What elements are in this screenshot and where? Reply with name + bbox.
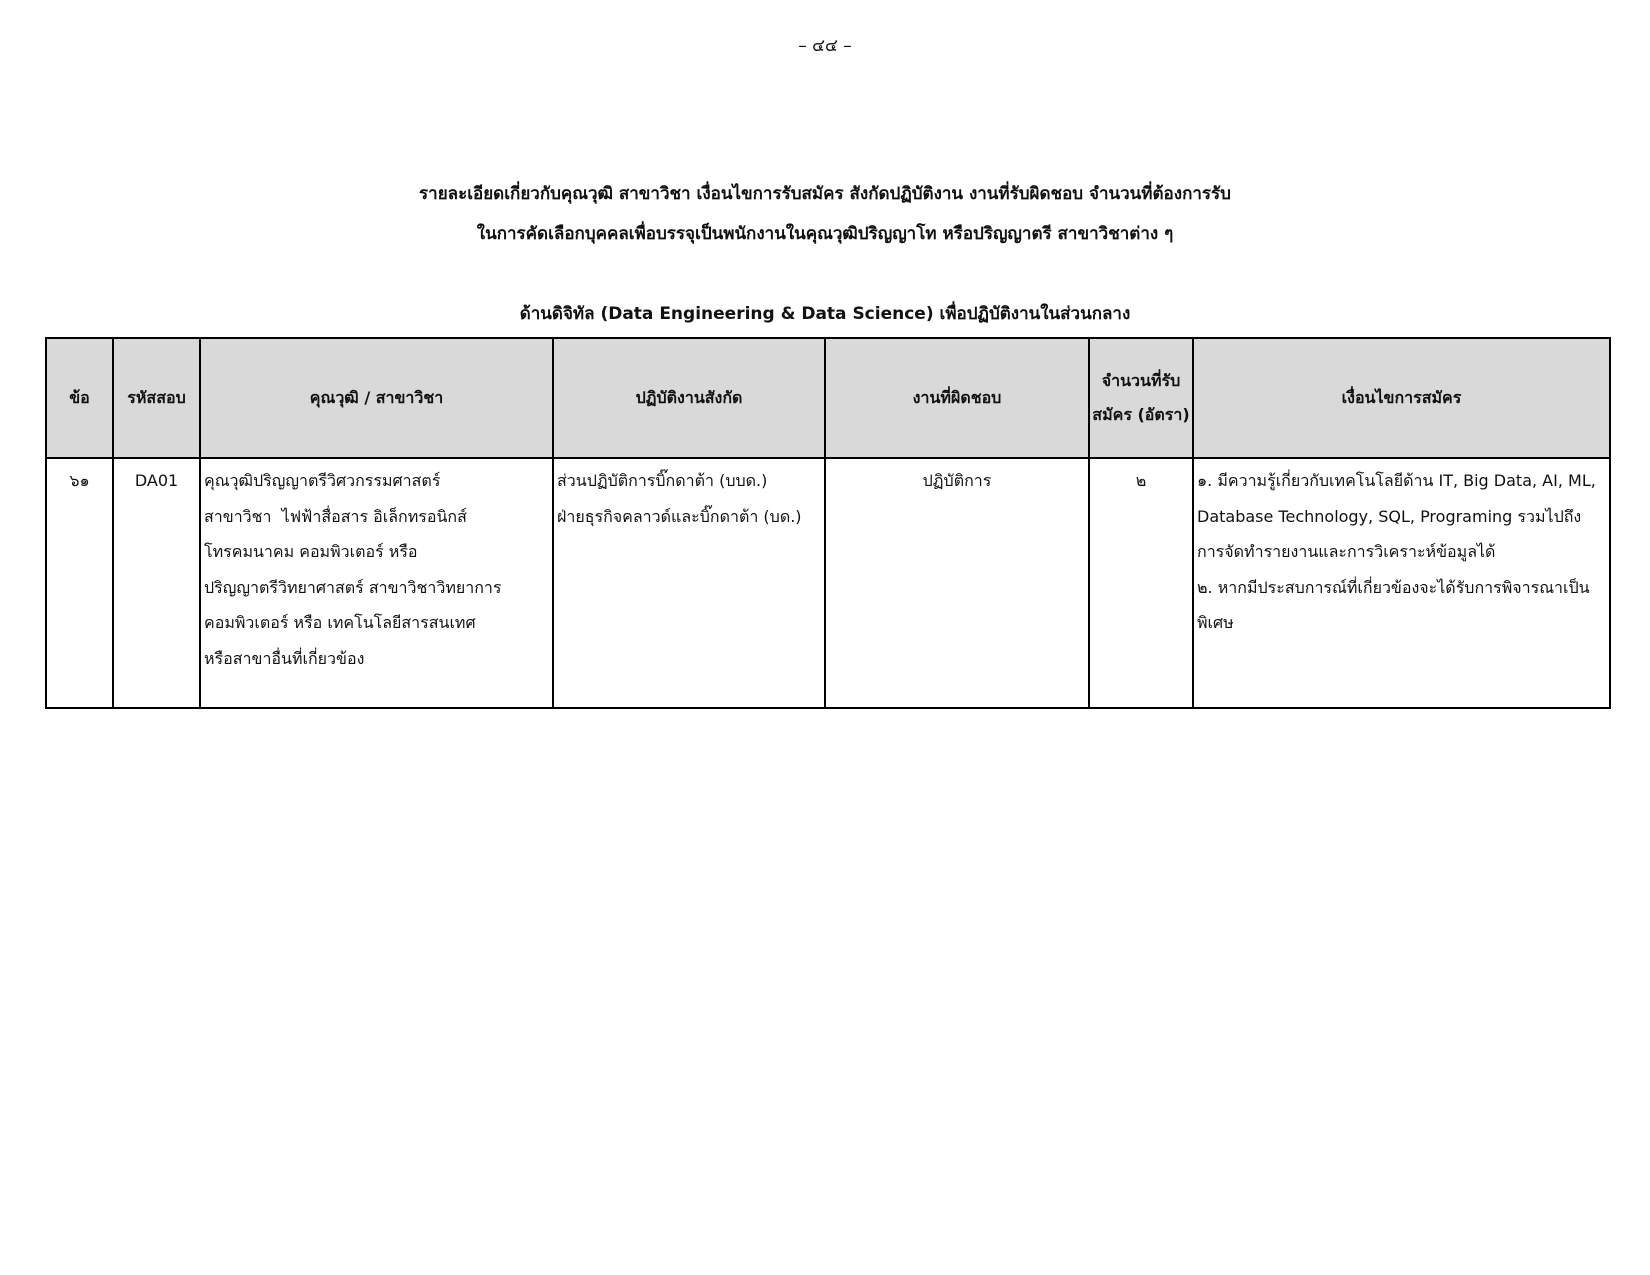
header-code: รหัสสอบ bbox=[113, 338, 200, 458]
cell-no: ๖๑ bbox=[46, 458, 113, 708]
qualification-line: โทรคมนาคม คอมพิวเตอร์ หรือ bbox=[204, 542, 418, 561]
qualification-line: หรือสาขาอื่นที่เกี่ยวข้อง bbox=[204, 648, 365, 668]
document-title-line-1: รายละเอียดเกี่ยวกับคุณวุฒิ สาขาวิชา เงื่อนไขการรับสมัคร สังกัดปฏิบัติงาน งานที่รับผิดชอบ จำนวนที่ต้องการรับ bbox=[419, 184, 1231, 204]
table-row bbox=[46, 458, 1610, 708]
qualification-line: สาขาวิชา ไฟฟ้าสื่อสาร อิเล็กทรอนิกส์ bbox=[204, 506, 467, 526]
header-affiliation: ปฏิบัติงานสังกัด bbox=[553, 338, 825, 458]
header-qualification: คุณวุฒิ / สาขาวิชา bbox=[200, 338, 553, 458]
table-header-row bbox=[46, 338, 1610, 458]
document-title-line-2: ในการคัดเลือกบุคคลเพื่อบรรจุเป็นพนักงานในคุณวุฒิปริญญาโท หรือปริญญาตรี สาขาวิชาต่าง ๆ bbox=[476, 224, 1174, 244]
header-conditions: เงื่อนไขการสมัคร bbox=[1193, 338, 1610, 458]
cell-affiliation bbox=[553, 458, 825, 708]
header-quota bbox=[1089, 338, 1193, 458]
qualification-line: คอมพิวเตอร์ หรือ เทคโนโลยีสารสนเทศ bbox=[204, 613, 476, 632]
cell-conditions bbox=[1193, 458, 1610, 708]
qualification-line: คุณวุฒิปริญญาตรีวิศวกรรมศาสตร์ bbox=[204, 471, 441, 490]
qualification-line: ปริญญาตรีวิทยาศาสตร์ สาขาวิชาวิทยาการ bbox=[204, 577, 502, 597]
header-quota-line-1: จำนวนที่รับ bbox=[1101, 371, 1181, 390]
cell-code: DA01 bbox=[113, 458, 200, 708]
header-quota-line-2: สมัคร (อัตรา) bbox=[1092, 405, 1190, 424]
condition-item: ๑. มีความรู้เกี่ยวกับเทคโนโลยีด้าน IT, Big Data, AI, ML, Database Technology, SQL, Programing รวมไปถึงการจัดทำรายงานและการวิเคราะห์ข้อมูลได้ bbox=[1197, 471, 1596, 561]
affiliation-line: ส่วนปฏิบัติการบิ๊กดาต้า (บบด.) bbox=[557, 471, 768, 490]
cell-qualification bbox=[200, 458, 553, 708]
header-no: ข้อ bbox=[46, 338, 113, 458]
affiliation-line: ฝ่ายธุรกิจคลาวด์และบิ๊กดาต้า (บด.) bbox=[557, 506, 802, 526]
page-number: – ๔๔ – bbox=[798, 36, 852, 56]
cell-responsibility: ปฏิบัติการ bbox=[825, 458, 1089, 708]
header-responsibility: งานที่ผิดชอบ bbox=[825, 338, 1089, 458]
positions-table bbox=[45, 337, 1611, 709]
condition-item: ๒. หากมีประสบการณ์ที่เกี่ยวข้องจะได้รับการพิจารณาเป็นพิเศษ bbox=[1197, 577, 1590, 632]
cell-quota: ๒ bbox=[1089, 458, 1193, 708]
section-subtitle: ด้านดิจิทัล (Data Engineering & Data Science) เพื่อปฏิบัติงานในส่วนกลาง bbox=[519, 304, 1131, 324]
